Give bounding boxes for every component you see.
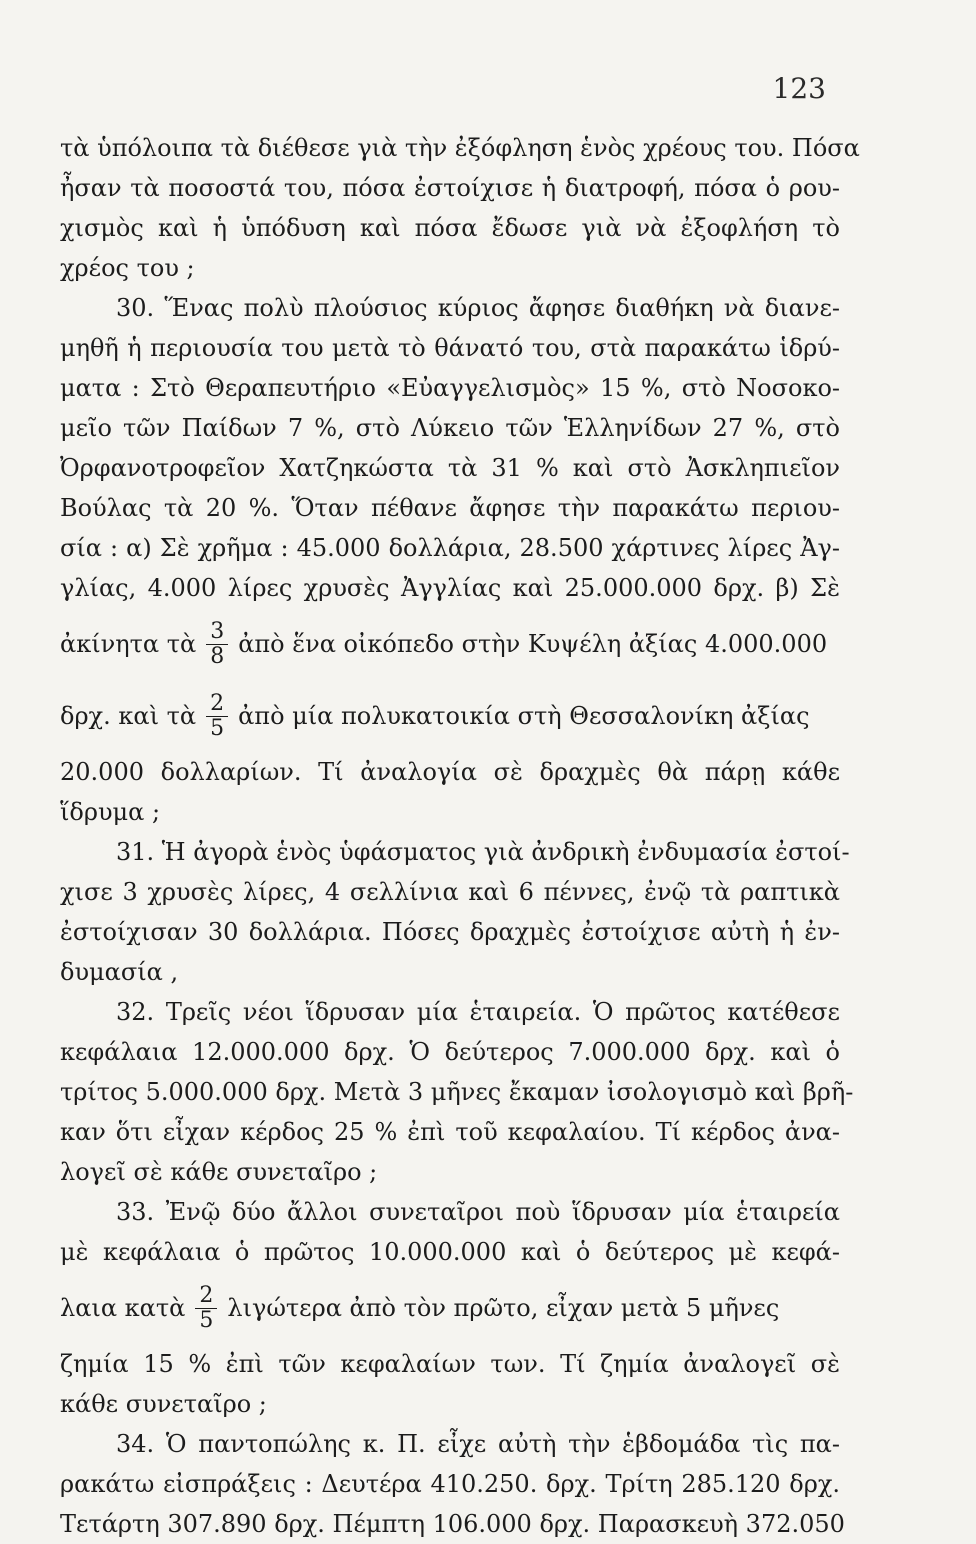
- problem-34-start: 34. Ὁ παντοπώλης κ. Π. εἶχε αὐτὴ τὴν ἑβδομάδα τὶς πα-: [116, 1430, 840, 1458]
- fraction-line-text: ἀπὸ μία πολυκατοικία στὴ Θεσσαλονίκη ἀξίας: [238, 702, 810, 730]
- text-line: γλίας, 4.000 λίρες χρυσὲς Ἀγγλίας καὶ 25.000.000 δρχ. β) Σὲ: [60, 574, 840, 602]
- text-line: χισμὸς καὶ ἡ ὑπόδυση καὶ πόσα ἔδωσε γιὰ νὰ ἐξοφλήση τὸ: [60, 214, 840, 242]
- text-line: μεῖο τῶν Παίδων 7 %, στὸ Λύκειο τῶν Ἑλληνίδων 27 %, στὸ: [60, 414, 840, 442]
- problem-30-start: 30. Ἕνας πολὺ πλούσιος κύριος ἄφησε διαθήκη νὰ διανε-: [116, 294, 840, 322]
- fraction-three-eighths: [206, 620, 228, 669]
- fraction-line-text: λιγώτερα ἀπὸ τὸν πρῶτο, εἶχαν μετὰ 5 μῆνες: [227, 1294, 780, 1322]
- fraction-line-text: ἀπὸ ἕνα οἰκόπεδο στὴν Κυψέλη ἀξίας 4.000.000: [238, 630, 828, 658]
- text-line: Ὀρφανοτροφεῖον Χατζηκώστα τὰ 31 % καὶ στὸ Ἀσκληπιεῖον: [60, 454, 840, 482]
- fraction-two-fifths: [195, 1284, 217, 1333]
- text-line: Τετάρτη 307.890 δρχ. Πέμπτη 106.000 δρχ. Παρασκευὴ 372.050: [60, 1510, 845, 1538]
- text-line: χισε 3 χρυσὲς λίρες, 4 σελλίνια καὶ 6 πέννες, ἐνῷ τὰ ραπτικὰ: [60, 878, 840, 906]
- fraction-numerator: 2: [210, 690, 225, 716]
- text-line: κάθε συνεταῖρο ;: [60, 1390, 267, 1418]
- fraction-line-1: [60, 608, 840, 680]
- text-line: 20.000 δολλαρίων. Τί ἀναλογία σὲ δραχμὲς θὰ πάρῃ κάθε: [60, 758, 840, 786]
- text-line: λογεῖ σὲ κάθε συνεταῖρο ;: [60, 1158, 378, 1186]
- fraction-denominator: 5: [206, 716, 228, 741]
- text-line: δυμασία ,: [60, 958, 179, 986]
- text-line: τρίτος 5.000.000 δρχ. Μετὰ 3 μῆνες ἔκαμαν ἰσολογισμὸ καὶ βρῆ-: [60, 1078, 854, 1106]
- problem-32-start: 32. Τρεῖς νέοι ἵδρυσαν μία ἑταιρεία. Ὁ πρῶτος κατέθεσε: [116, 998, 840, 1026]
- fraction-line-text: λαια κατὰ: [60, 1294, 186, 1322]
- fraction-line-text: δρχ. καὶ τὰ: [60, 702, 197, 730]
- problem-31-start: 31. Ἡ ἀγορὰ ἑνὸς ὑφάσματος γιὰ ἀνδρικὴ ἐνδυμασία ἐστοί-: [116, 838, 850, 866]
- problem-33-start: 33. Ἐνῷ δύο ἄλλοι συνεταῖροι ποὺ ἵδρυσαν μία ἑταιρεία: [116, 1198, 840, 1226]
- fraction-line-text: ἀκίνητα τὰ: [60, 630, 197, 658]
- text-line: ἐστοίχισαν 30 δολλάρια. Πόσες δραχμὲς ἐστοίχισε αὐτὴ ἡ ἐν-: [60, 918, 840, 946]
- text-line: κεφάλαια 12.000.000 δρχ. Ὁ δεύτερος 7.000.000 δρχ. καὶ ὁ: [60, 1038, 840, 1066]
- body-text: [60, 128, 860, 1544]
- fraction-numerator: 2: [199, 1282, 214, 1308]
- text-line: Βούλας τὰ 20 %. Ὅταν πέθανε ἄφησε τὴν παρακάτω περιου-: [60, 494, 840, 522]
- text-line: καν ὅτι εἶχαν κέρδος 25 % ἐπὶ τοῦ κεφαλαίου. Τί κέρδος ἀνα-: [60, 1118, 840, 1146]
- text-line: ρακάτω εἰσπράξεις : Δευτέρα 410.250. δρχ. Τρίτη 285.120 δρχ.: [60, 1470, 840, 1498]
- text-line: ἵδρυμα ;: [60, 798, 161, 826]
- text-line: μηθῆ ἡ περιουσία του μετὰ τὸ θάνατό του, στὰ παρακάτω ἱδρύ-: [60, 334, 840, 362]
- text-line: σία : α) Σὲ χρῆμα : 45.000 δολλάρια, 28.500 χάρτινες λίρες Ἀγ-: [60, 534, 840, 562]
- page-number: 123: [772, 72, 826, 105]
- text-line: τὰ ὑπόλοιπα τὰ διέθεσε γιὰ τὴν ἐξόφληση ἑνὸς χρέους του. Πόσα: [60, 134, 860, 162]
- text-line: ματα : Στὸ Θεραπευτήριο «Εὐαγγελισμὸς» 15 %, στὸ Νοσοκο-: [60, 374, 840, 402]
- text-line: ἦσαν τὰ ποσοστά του, πόσα ἐστοίχισε ἡ διατροφή, πόσα ὁ ρου-: [60, 174, 840, 202]
- fraction-line-3: [60, 1272, 840, 1344]
- fraction-denominator: 8: [206, 644, 228, 669]
- fraction-line-2: [60, 680, 840, 752]
- fraction-denominator: 5: [195, 1308, 217, 1333]
- text-line: ζημία 15 % ἐπὶ τῶν κεφαλαίων των. Τί ζημία ἀναλογεῖ σὲ: [60, 1350, 840, 1378]
- fraction-numerator: 3: [210, 618, 225, 644]
- text-line: χρέος του ;: [60, 254, 195, 282]
- fraction-two-fifths: [206, 692, 228, 741]
- text-line: μὲ κεφάλαια ὁ πρῶτος 10.000.000 καὶ ὁ δεύτερος μὲ κεφά-: [60, 1238, 840, 1266]
